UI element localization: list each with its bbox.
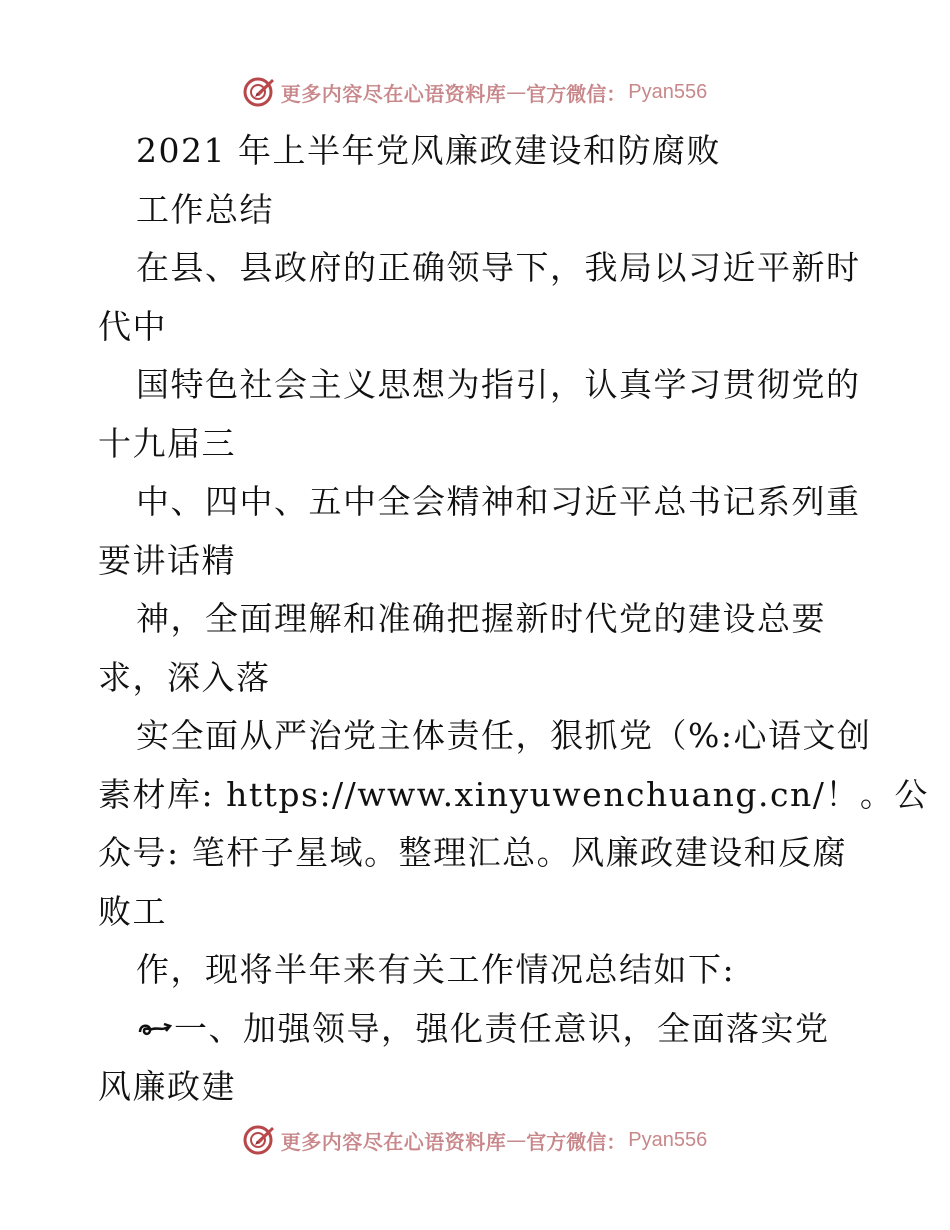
paragraph-line: 神，全面理解和准确把握新时代党的建设总要 — [136, 599, 826, 638]
paragraph-line: 要讲话精 — [98, 540, 236, 580]
paragraph-line: 众号: 笔杆子星域。整理汇总。风廉政建设和反腐 — [98, 833, 848, 872]
document-title: 2021 年上半年党风廉政建设和防腐败 — [136, 131, 721, 170]
header-banner — [0, 72, 950, 112]
pen-logo-icon — [243, 75, 277, 109]
paragraph-line: 求，深入落 — [98, 657, 271, 697]
banner-separator: — — [506, 80, 527, 104]
banner-wechat-id: Pyan556 — [628, 1128, 708, 1151]
paragraph-line: 在县、县政府的正确领导下，我局以习近平新时 — [136, 248, 861, 287]
flourish-icon — [136, 1016, 174, 1042]
banner-separator: — — [506, 1128, 527, 1152]
footer-banner — [0, 1120, 950, 1160]
paragraph-line: 十九届三 — [98, 423, 236, 463]
document-body — [98, 122, 929, 1117]
section-heading-line — [98, 1000, 858, 1059]
banner-wechat-id: Pyan556 — [628, 80, 708, 103]
banner-site-text: 更多内容尽在心语资料库 — [280, 81, 507, 106]
section-heading-text: 一、加强领导，强化责任意识，全面落实党 — [174, 1008, 830, 1048]
banner-wechat-label: 官方微信： — [526, 81, 627, 106]
paragraph-line: 国特色社会主义思想为指引，认真学习贯彻党的 — [136, 365, 861, 404]
banner-wechat-label: 官方微信： — [526, 1129, 627, 1154]
paragraph-line: 代中 — [98, 306, 167, 346]
paragraph-line: 风廉政建 — [98, 1067, 236, 1106]
paragraph-line: 作，现将半年来有关工作情况总结如下: — [136, 950, 736, 989]
paragraph-line: 素材库: https://www.xinyuwenchuang.cn/！。公 — [98, 774, 929, 814]
paragraph-line: 中、四中、五中全会精神和习近平总书记系列重 — [136, 482, 861, 521]
pen-logo-icon — [243, 1123, 277, 1157]
paragraph-line: 实全面从严治党主体责任，狠抓党（%:心语文创 — [136, 716, 872, 755]
banner-site-text: 更多内容尽在心语资料库 — [280, 1129, 507, 1154]
document-title-line-2: 工作总结 — [136, 189, 274, 229]
paragraph-line: 败工 — [98, 891, 167, 931]
